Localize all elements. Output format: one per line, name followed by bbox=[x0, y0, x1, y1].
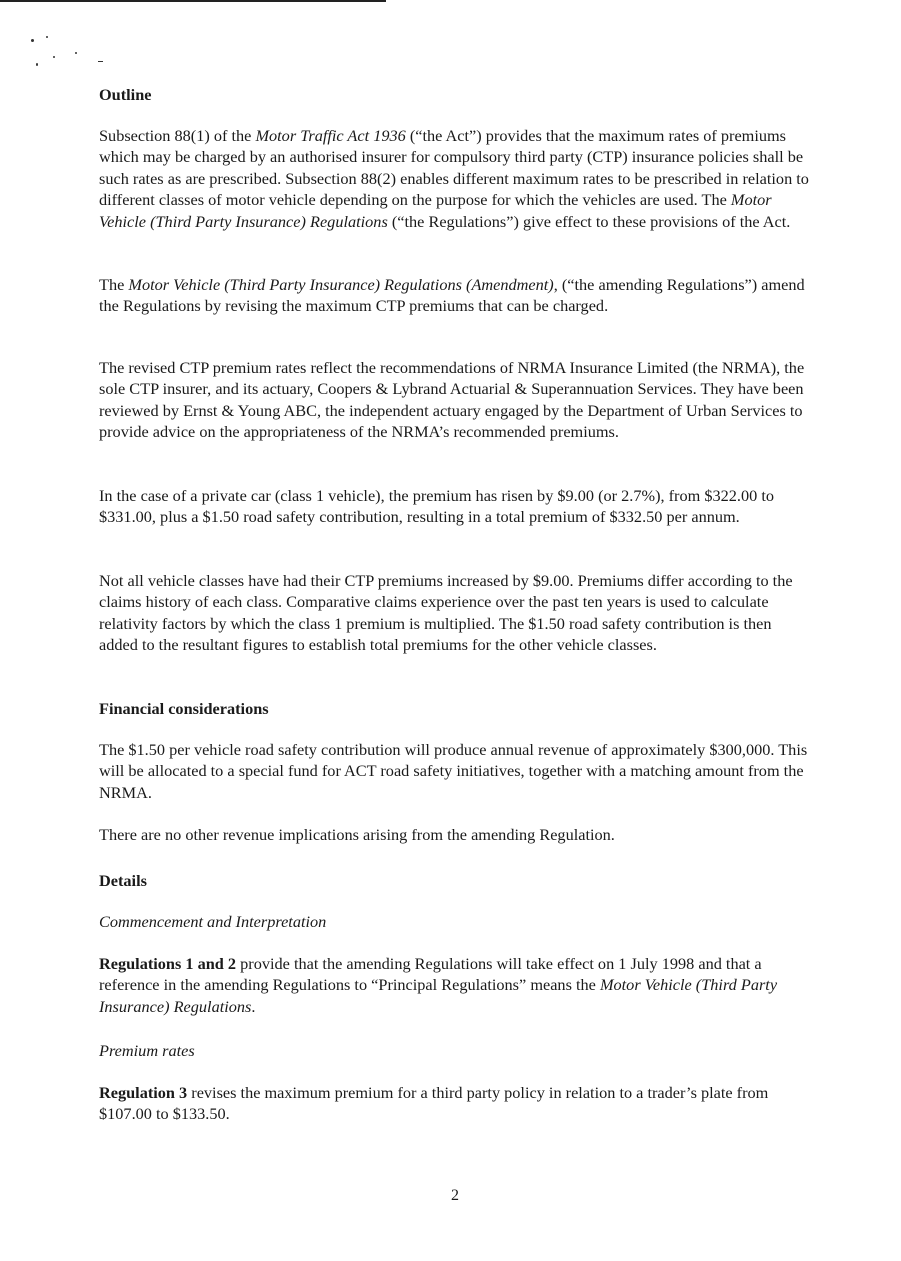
scan-speck bbox=[75, 52, 77, 54]
heading-details: Details bbox=[99, 871, 147, 890]
scan-edge-line bbox=[0, 0, 386, 2]
regulations-1-2-paragraph: Regulations 1 and 2 provide that the amending Regulations will take effect on 1 July 1998 and that a reference in the amending Regulations to “Principal Regulations” means the Motor Vehicle (Third Party Insurance) Regulations. bbox=[99, 954, 778, 1016]
scan-speck bbox=[98, 61, 103, 62]
outline-paragraph-2: The Motor Vehicle (Third Party Insurance) Regulations (Amendment), (“the amending Regulations”) amend the Regulations by revising the maximum CTP premiums that can be charged. bbox=[99, 275, 805, 316]
scan-speck bbox=[36, 63, 38, 66]
scan-speck bbox=[53, 56, 55, 58]
scan-speck bbox=[31, 39, 34, 42]
regulation-3-paragraph: Regulation 3 revises the maximum premium for a third party policy in relation to a trader’s plate from $107.00 to $133.50. bbox=[99, 1083, 769, 1124]
financial-paragraph-1: The $1.50 per vehicle road safety contribution will produce annual revenue of approximately $300,000. This will be allocated to a special fund for ACT road safety initiatives, together with a matching amount from the NRMA. bbox=[99, 740, 808, 802]
outline-paragraph-5: Not all vehicle classes have had their CTP premiums increased by $9.00. Premiums differ according to the claims history of each class. Comparative claims experience over the past ten years is used to calculate relativity factors by which the class 1 premium is multiplied. The $1.50 road safety contribution is then added to the resultant figures to establish total premiums for the other vehicle classes. bbox=[99, 571, 793, 655]
scan-speck bbox=[46, 36, 48, 38]
outline-paragraph-1: Subsection 88(1) of the Motor Traffic Act 1936 (“the Act”) provides that the maximum rates of premiums which may be charged by an authorised insurer for compulsory third party (CTP) insurance policies shall be such rates as are prescribed. Subsection 88(2) enables different maximum rates to be prescribed in relation to different classes of motor vehicle depending on the purpose for which the vehicles are used. The Motor Vehicle (Third Party Insurance) Regulations (“the Regulations”) give effect to these provisions of the Act. bbox=[99, 126, 809, 231]
page-number: 2 bbox=[451, 1187, 459, 1204]
subheading-premium-rates: Premium rates bbox=[99, 1041, 195, 1060]
subheading-commencement: Commencement and Interpretation bbox=[99, 912, 327, 931]
financial-paragraph-2: There are no other revenue implications arising from the amending Regulation. bbox=[99, 825, 615, 844]
outline-paragraph-4: In the case of a private car (class 1 vehicle), the premium has risen by $9.00 (or 2.7%), from $322.00 to $331.00, plus a $1.50 road safety contribution, resulting in a total premium of $332.50 per annum. bbox=[99, 486, 775, 527]
heading-outline: Outline bbox=[99, 85, 152, 104]
heading-financial-considerations: Financial considerations bbox=[99, 699, 269, 718]
outline-paragraph-3: The revised CTP premium rates reflect the recommendations of NRMA Insurance Limited (the NRMA), the sole CTP insurer, and its actuary, Coopers & Lybrand Actuarial & Superannuation Services. They have been reviewed by Ernst & Young ABC, the independent actuary engaged by the Department of Urban Services to provide advice on the appropriateness of the NRMA’s recommended premiums. bbox=[99, 358, 805, 442]
